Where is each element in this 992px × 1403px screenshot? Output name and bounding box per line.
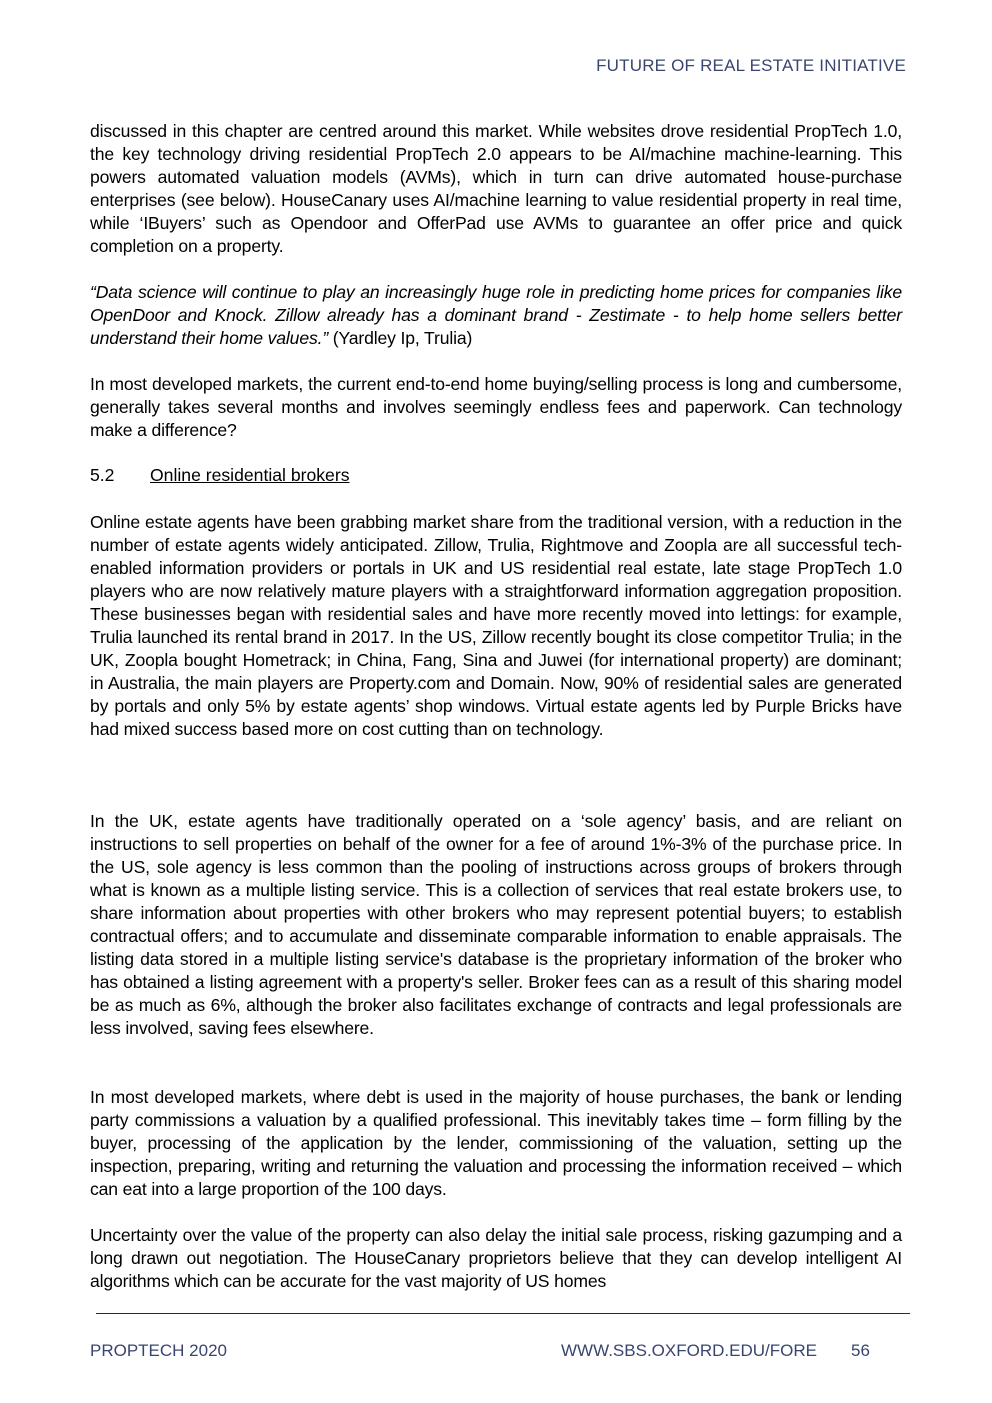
footer-url[interactable]: WWW.SBS.OXFORD.EDU/FORE xyxy=(561,1341,817,1360)
footer-divider xyxy=(96,1313,910,1314)
paragraph-sole-agency: In the UK, estate agents have traditionally operated on a ‘sole agency’ basis, and are reliant on instructions to sell properties on behalf of the owner for a fee of around 1%-3% of the purchase price. In the US, sole agency is less common than the pooling of instructions across groups of brokers through what is known as a multiple listing service. This is a collection of services that real estate brokers use, to share information about properties with other brokers who may represent potential buyers; to establish contractual offers; and to accumulate and disseminate comparable information to enable appraisals. The listing data stored in a multiple listing service's database is the proprietary information of the broker who has obtained a listing agreement with a property's seller. Broker fees can as a result of this sharing model be as much as 6%, although the broker also facilitates exchange of contracts and legal professionals are less involved, saving fees elsewhere. xyxy=(90,811,902,1038)
page-number: 56 xyxy=(851,1341,870,1360)
section-title: Online residential brokers xyxy=(150,465,350,485)
running-header: FUTURE OF REAL ESTATE INITIATIVE xyxy=(596,56,906,75)
quote-attribution: (Yardley Ip, Trulia) xyxy=(328,328,473,348)
footer-publication: PROPTECH 2020 xyxy=(90,1341,227,1360)
quote-paragraph xyxy=(90,281,902,350)
quote-text: “Data science will continue to play an increasingly huge role in predicting home prices for companies like OpenDoor and Knock. Zillow already has a dominant brand - Zestimate - to help home sellers better understand their home values.” xyxy=(90,282,902,348)
section-heading xyxy=(90,464,350,487)
paragraph-valuation: In most developed markets, where debt is used in the majority of house purchases, the bank or lending party commissions a valuation by a qualified professional. This inevitably takes time – form filling by the buyer, processing of the application by the lender, commissioning of the valuation, setting up the inspection, preparing, writing and returning the valuation and processing the information received – which can eat into a large proportion of the 100 days. xyxy=(90,1087,902,1199)
section-number: 5.2 xyxy=(90,465,115,485)
paragraph-intro: discussed in this chapter are centred around this market. While websites drove residential PropTech 1.0, the key technology driving residential PropTech 2.0 appears to be AI/machine machine-learning. This powers automated valuation models (AVMs), which in turn can drive automated house-purchase enterprises (see below). HouseCanary uses AI/machine learning to value residential property in real time, while ‘IBuyers’ such as Opendoor and OfferPad use AVMs to guarantee an offer price and quick completion on a property. xyxy=(90,121,902,256)
paragraph-online-agents: Online estate agents have been grabbing market share from the traditional version, with a reduction in the number of estate agents widely anticipated. Zillow, Trulia, Rightmove and Zoopla are all successful tech-enabled information providers or portals in UK and US residential real estate, late stage PropTech 1.0 players who are now relatively mature players with a straightforward information aggregation proposition. These businesses began with residential sales and have more recently moved into lettings: for example, Trulia launched its rental brand in 2017. In the US, Zillow recently bought its close competitor Trulia; in the UK, Zoopla bought Hometrack; in China, Fang, Sina and Juwei (for international property) are dominant; in Australia, the main players are Property.com and Domain. Now, 90% of residential sales are generated by portals and only 5% by estate agents’ shop windows. Virtual estate agents led by Purple Bricks have had mixed success based more on cost cutting than on technology. xyxy=(90,512,902,739)
paragraph-uncertainty: Uncertainty over the value of the property can also delay the initial sale process, risking gazumping and a long drawn out negotiation. The HouseCanary proprietors believe that they can develop intelligent AI algorithms which can be accurate for the vast majority of US homes xyxy=(90,1225,902,1291)
paragraph-process: In most developed markets, the current end-to-end home buying/selling process is long and cumbersome, generally takes several months and involves seemingly endless fees and paperwork. Can technology make a difference? xyxy=(90,374,902,440)
